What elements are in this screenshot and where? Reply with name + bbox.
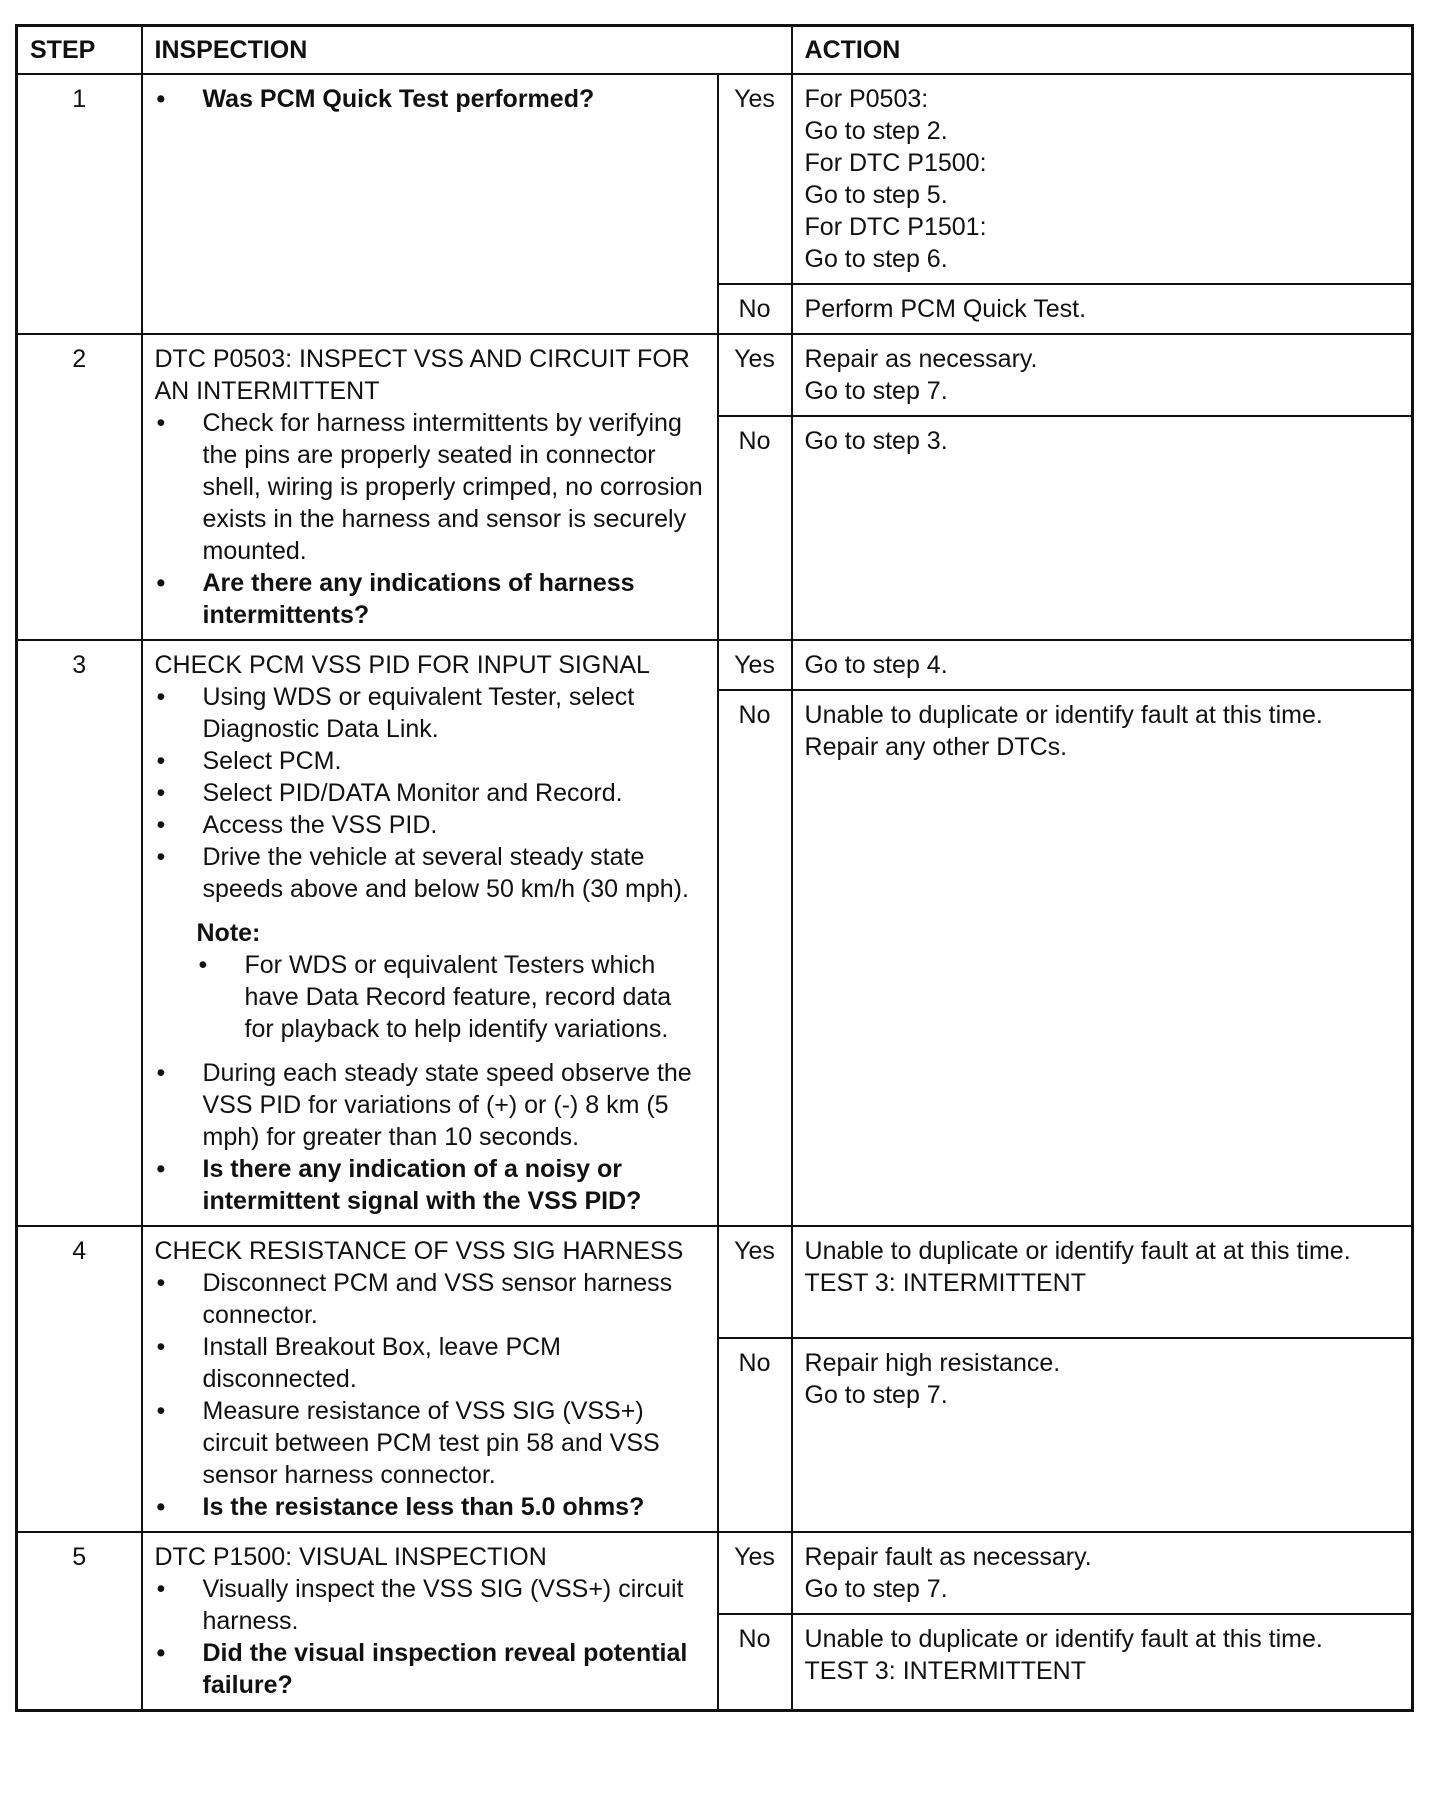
no-action (792, 416, 1413, 640)
inspection-bullets (155, 83, 705, 115)
inspection-question: • Did the visual inspection reveal potential failure? (155, 1637, 705, 1701)
yes-action (792, 1226, 1413, 1338)
inspection-bullets (155, 681, 705, 905)
action-line: Unable to duplicate or identify fault at at this time. (804, 1237, 1351, 1265)
step-row-4 (17, 1226, 1413, 1338)
yes-action (792, 1532, 1413, 1614)
yes-label: Yes (718, 74, 792, 284)
action-line: Go to step 7. (804, 1575, 948, 1603)
inspection-heading: CHECK RESISTANCE OF VSS SIG HARNESS (154, 1237, 684, 1265)
no-action (792, 284, 1413, 334)
inspection-cell (142, 1226, 718, 1532)
action-line: Go to step 7. (804, 1381, 948, 1409)
inspection-bullets (155, 1267, 705, 1523)
action-line: TEST 3: INTERMITTENT (804, 1657, 1087, 1685)
action-line: Perform PCM Quick Test. (804, 295, 1087, 323)
yes-action (792, 334, 1413, 416)
step-row-1 (17, 74, 1413, 284)
yes-label: Yes (718, 640, 792, 690)
action-line: Repair high resistance. (804, 1349, 1061, 1377)
no-action (792, 1338, 1413, 1532)
inspection-question: • Is there any indication of a noisy or intermittent signal with the VSS PID? (155, 1153, 705, 1217)
action-line: Go to step 2. (804, 117, 948, 145)
no-action (792, 690, 1413, 1226)
inspection-bullet: • Measure resistance of VSS SIG (VSS+) circuit between PCM test pin 58 and VSS sensor harness connector. (155, 1395, 705, 1491)
action-line: For DTC P1500: (804, 149, 987, 177)
header-row (17, 26, 1413, 75)
step-row-5 (17, 1532, 1413, 1614)
action-header: ACTION (792, 26, 1413, 75)
action-line: TEST 3: INTERMITTENT (804, 1269, 1087, 1297)
inspection-question: • Was PCM Quick Test performed? (155, 83, 705, 115)
inspection-bullets (155, 1573, 705, 1701)
diagnostic-table (15, 24, 1414, 1712)
inspection-bullets (155, 1057, 705, 1217)
step-row-3 (17, 640, 1413, 690)
inspection-bullet: • Using WDS or equivalent Tester, select Diagnostic Data Link. (155, 681, 705, 745)
inspection-bullet: • Install Breakout Box, leave PCM disconnected. (155, 1331, 705, 1395)
action-line: Go to step 6. (804, 245, 948, 273)
inspection-question: • Are there any indications of harness intermittents? (155, 567, 705, 631)
action-line: Unable to duplicate or identify fault at this time. (804, 701, 1323, 729)
yes-action (792, 74, 1413, 284)
action-line: Go to step 4. (804, 651, 948, 679)
yes-label: Yes (718, 1532, 792, 1614)
action-line: Go to step 5. (804, 181, 948, 209)
inspection-heading: CHECK PCM VSS PID FOR INPUT SIGNAL (154, 651, 650, 679)
action-line: For DTC P1501: (804, 213, 987, 241)
note-bullet: • For WDS or equivalent Testers which have Data Record feature, record data for playback to help identify variations. (197, 949, 705, 1045)
note-bullets (197, 949, 705, 1045)
action-line: For P0503: (804, 85, 929, 113)
no-label: No (718, 690, 792, 1226)
note-block (197, 917, 705, 1045)
inspection-bullet: • During each steady state speed observe the VSS PID for variations of (+) or (-) 8 km (5 mph) for greater than 10 seconds. (155, 1057, 705, 1153)
step-number: 2 (17, 334, 142, 640)
step-header: STEP (17, 26, 142, 75)
action-line: Unable to duplicate or identify fault at this time. (804, 1625, 1323, 1653)
no-label: No (718, 1338, 792, 1532)
yes-action (792, 640, 1413, 690)
inspection-bullet: • Check for harness intermittents by verifying the pins are properly seated in connector shell, wiring is properly crimped, no corrosion exists in the harness and sensor is securely mounted. (155, 407, 705, 567)
inspection-cell (142, 334, 718, 640)
inspection-bullet: • Access the VSS PID. (155, 809, 705, 841)
step-row-2 (17, 334, 1413, 416)
inspection-question: • Is the resistance less than 5.0 ohms? (155, 1491, 705, 1523)
step-number: 1 (17, 74, 142, 334)
yes-label: Yes (718, 1226, 792, 1338)
no-action (792, 1614, 1413, 1711)
inspection-heading: DTC P1500: VISUAL INSPECTION (154, 1543, 547, 1571)
action-line: Repair fault as necessary. (804, 1543, 1092, 1571)
inspection-bullet: • Select PCM. (155, 745, 705, 777)
step-number: 5 (17, 1532, 142, 1711)
inspection-header: INSPECTION (142, 26, 792, 75)
inspection-bullet: • Select PID/DATA Monitor and Record. (155, 777, 705, 809)
action-line: Go to step 7. (804, 377, 948, 405)
action-line: Repair as necessary. (804, 345, 1038, 373)
no-label: No (718, 284, 792, 334)
note-label: Note: (196, 919, 261, 947)
inspection-heading: DTC P0503: INSPECT VSS AND CIRCUIT FOR AN INTERMITTENT (154, 345, 690, 405)
inspection-bullets (155, 407, 705, 631)
no-label: No (718, 416, 792, 640)
no-label: No (718, 1614, 792, 1711)
action-line: Go to step 3. (804, 427, 948, 455)
yes-label: Yes (718, 334, 792, 416)
inspection-bullet: • Visually inspect the VSS SIG (VSS+) circuit harness. (155, 1573, 705, 1637)
inspection-bullet: • Drive the vehicle at several steady state speeds above and below 50 km/h (30 mph). (155, 841, 705, 905)
step-number: 3 (17, 640, 142, 1226)
action-line: Repair any other DTCs. (804, 733, 1068, 761)
inspection-cell (142, 1532, 718, 1711)
inspection-cell (142, 640, 718, 1226)
inspection-bullet: • Disconnect PCM and VSS sensor harness connector. (155, 1267, 705, 1331)
step-number: 4 (17, 1226, 142, 1532)
inspection-cell (142, 74, 718, 334)
